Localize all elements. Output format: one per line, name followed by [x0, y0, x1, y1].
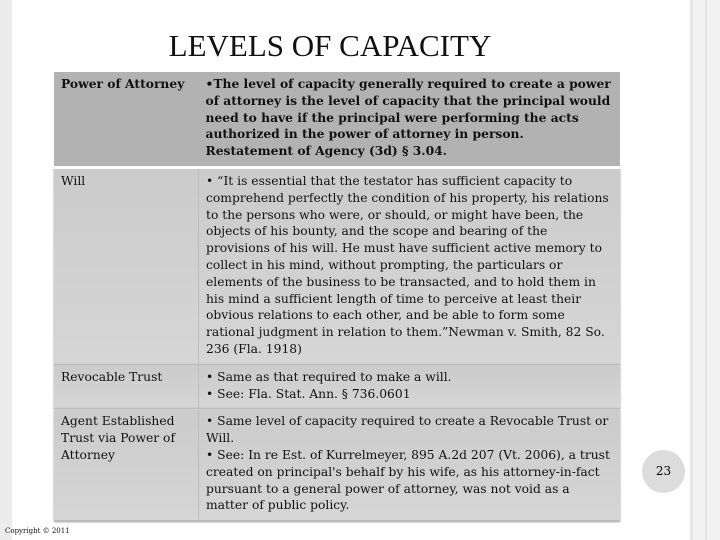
table-row: [54, 72, 620, 167]
bullet: • See: Fla. Stat. Ann. § 736.0601: [206, 386, 411, 401]
bullet: • Same as that required to make a will.: [206, 369, 452, 384]
slide-title: LEVELS OF CAPACITY: [168, 28, 492, 63]
table-row: [54, 364, 620, 409]
row-label: Power of Attorney: [54, 72, 199, 167]
table-row: [54, 167, 620, 364]
row-label: Revocable Trust: [54, 364, 199, 409]
row-text: [199, 409, 621, 521]
bullet: • Same level of capacity required to create a Revocable Trust or Will.: [206, 414, 609, 446]
row-label: Agent Established Trust via Power of Attorney: [54, 409, 199, 521]
row-text: [199, 364, 621, 409]
row-text: • “It is essential that the testator has sufficient capacity to comprehend perfectly the condition of his property, his relations to the persons who were, or should, or might have been, the objects of his bounty, and the scope and bearing of the provisions of his will. He must have sufficient active memory to collect in his mind, without prompting, the particulars or elements of the business to be transacted, and to hold them in his mind a sufficient length of time to perceive at least their obvious relations to each other, and be able to form some rational judgment in relation to them.”Newman v. Smith, 82 So. 236 (Fla. 1918): [199, 167, 621, 364]
right-decor-strip: [690, 0, 720, 540]
row-label: Will: [54, 167, 199, 364]
page-number: 23: [642, 450, 685, 493]
capacity-table: [54, 72, 620, 521]
left-decor-strip: [0, 0, 12, 540]
row-text: •The level of capacity generally required to create a power of attorney is the level of capacity that the principal would need to have if the principal were performing the acts authorized in the power of attorney in person. Restatement of Agency (3d) § 3.04.: [199, 72, 621, 167]
copyright: Copyright © 2011: [5, 527, 70, 535]
bullet: • See: In re Est. of Kurrelmeyer, 895 A.2d 207 (Vt. 2006), a trust created on principal's behalf by his wife, as his attorney-in-fact pursuant to a general power of attorney, was not void as a matter of public policy.: [206, 447, 610, 513]
table-row: [54, 409, 620, 521]
